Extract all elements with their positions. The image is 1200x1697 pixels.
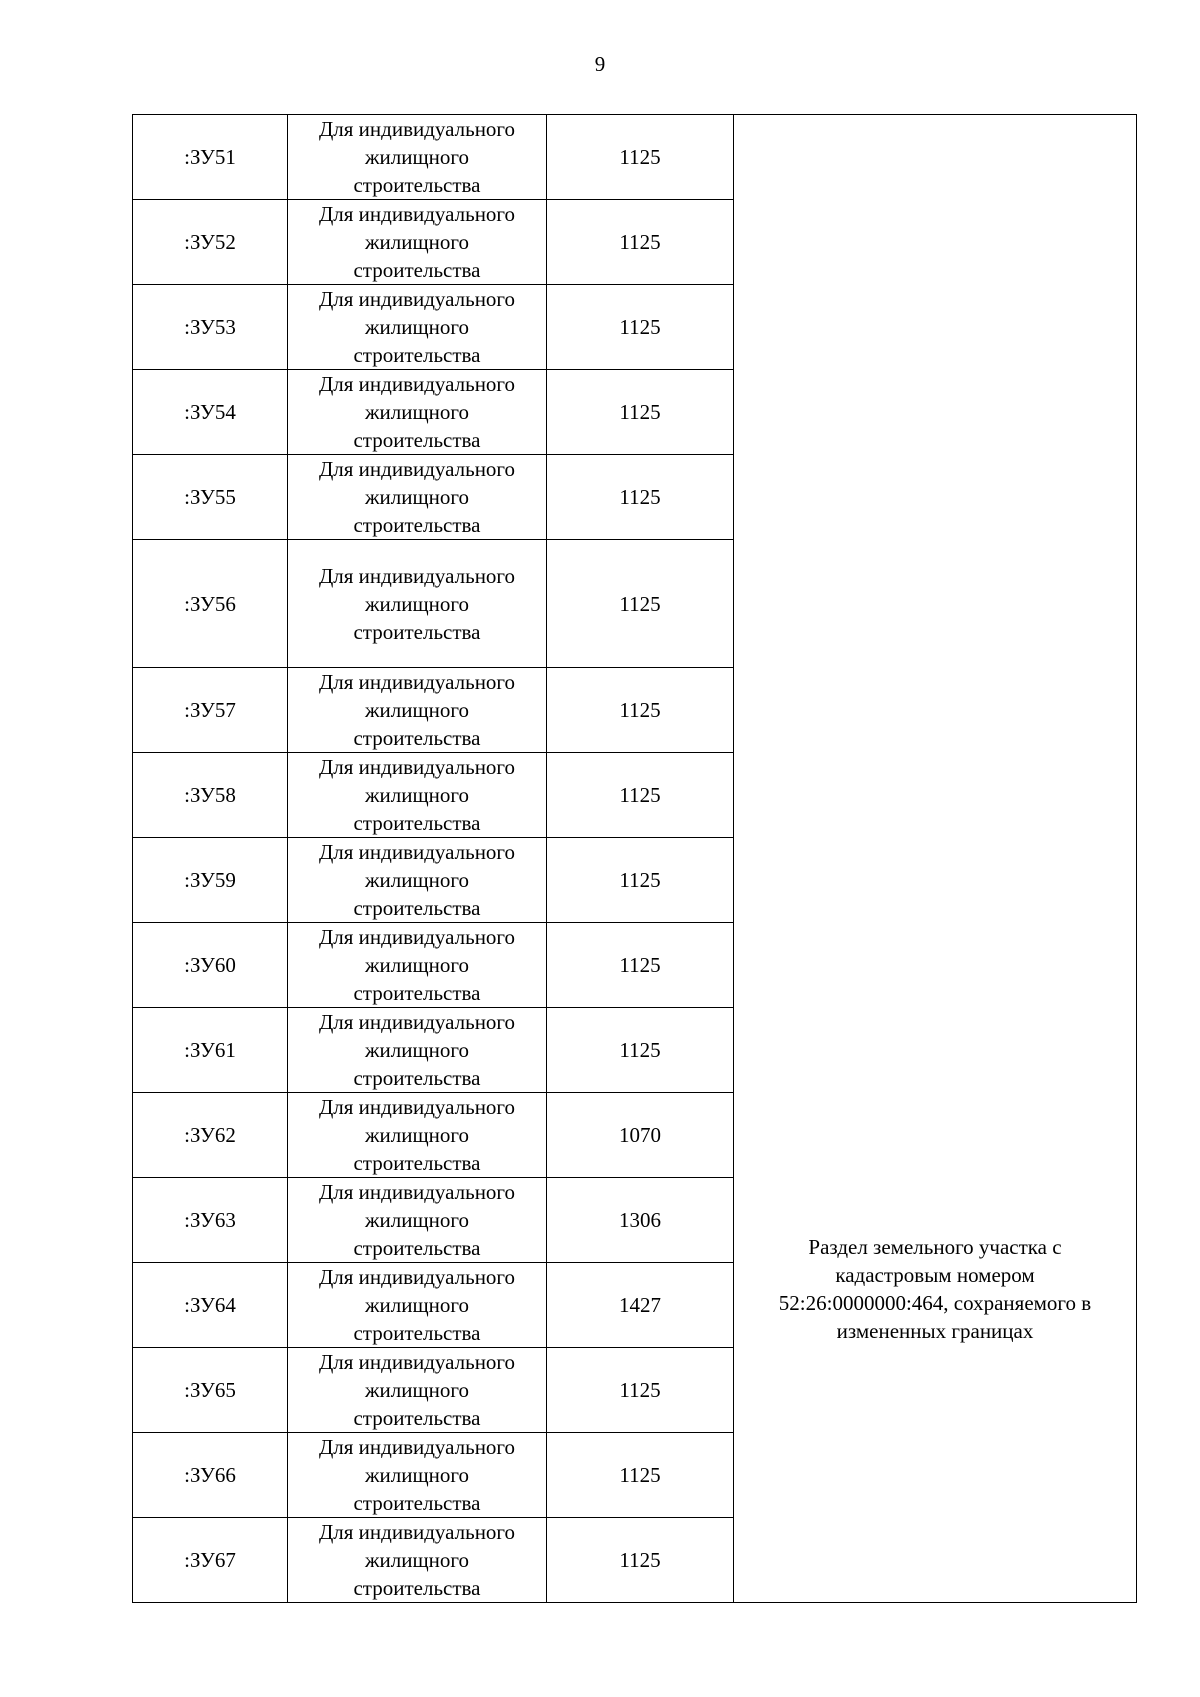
permitted-use-cell [288, 1518, 547, 1603]
permitted-use-line: жилищного [365, 1208, 469, 1232]
area-cell: 1125 [547, 1433, 734, 1518]
plot-id-cell: :ЗУ55 [133, 455, 288, 540]
area-cell: 1125 [547, 115, 734, 200]
area-cell: 1125 [547, 370, 734, 455]
permitted-use-line: Для индивидуального [318, 1435, 516, 1459]
table-body [133, 115, 1137, 1603]
area-cell: 1125 [547, 285, 734, 370]
formation-method-line: Раздел земельного участка с [808, 1234, 1062, 1259]
permitted-use-cell [288, 753, 547, 838]
plot-id-cell: :ЗУ52 [133, 200, 288, 285]
permitted-use-line: жилищного [365, 400, 469, 424]
permitted-use-line: Для индивидуального [318, 1350, 516, 1374]
plot-id-cell: :ЗУ65 [133, 1348, 288, 1433]
permitted-use-line: строительства [353, 726, 481, 750]
area-cell: 1125 [547, 540, 734, 668]
permitted-use-line: жилищного [365, 1378, 469, 1402]
permitted-use-line: Для индивидуального [318, 202, 516, 226]
area-cell: 1070 [547, 1093, 734, 1178]
permitted-use-line: Для индивидуального [318, 1010, 516, 1034]
permitted-use-cell [288, 455, 547, 540]
plot-id-cell: :ЗУ67 [133, 1518, 288, 1603]
permitted-use-line: жилищного [365, 698, 469, 722]
permitted-use-line: Для индивидуального [318, 1095, 516, 1119]
area-cell: 1125 [547, 753, 734, 838]
permitted-use-line: Для индивидуального [318, 840, 516, 864]
plot-id-cell: :ЗУ66 [133, 1433, 288, 1518]
permitted-use-line: Для индивидуального [318, 563, 516, 588]
permitted-use-cell [288, 115, 547, 200]
permitted-use-line: строительства [353, 1151, 481, 1175]
permitted-use-line: жилищного [365, 868, 469, 892]
permitted-use-line: Для индивидуального [318, 372, 516, 396]
permitted-use-line: строительства [353, 428, 481, 452]
formation-method-line: 52:26:0000000:464, сохраняемого в [778, 1290, 1092, 1315]
permitted-use-line: Для индивидуального [318, 925, 516, 949]
permitted-use-line: строительства [353, 258, 481, 282]
permitted-use-line: жилищного [365, 591, 469, 616]
permitted-use-line: строительства [353, 1066, 481, 1090]
permitted-use-line: строительства [353, 1236, 481, 1260]
permitted-use-cell [288, 838, 547, 923]
plot-id-cell: :ЗУ64 [133, 1263, 288, 1348]
permitted-use-line: строительства [353, 1406, 481, 1430]
permitted-use-line: жилищного [365, 315, 469, 339]
plot-id-cell: :ЗУ61 [133, 1008, 288, 1093]
permitted-use-cell [288, 540, 547, 668]
permitted-use-cell [288, 1008, 547, 1093]
permitted-use-line: Для индивидуального [318, 1520, 516, 1544]
plot-id-cell: :ЗУ56 [133, 540, 288, 668]
permitted-use-line: жилищного [365, 953, 469, 977]
permitted-use-line: жилищного [365, 1293, 469, 1317]
permitted-use-line: строительства [353, 1576, 481, 1600]
permitted-use-line: Для индивидуального [318, 755, 516, 779]
area-cell: 1125 [547, 668, 734, 753]
permitted-use-cell [288, 1263, 547, 1348]
area-cell: 1125 [547, 923, 734, 1008]
area-cell: 1125 [547, 1348, 734, 1433]
permitted-use-line: жилищного [365, 783, 469, 807]
permitted-use-line: жилищного [365, 230, 469, 254]
permitted-use-line: Для индивидуального [318, 1265, 516, 1289]
permitted-use-line: строительства [353, 173, 481, 197]
plot-id-cell: :ЗУ54 [133, 370, 288, 455]
area-cell: 1125 [547, 838, 734, 923]
formation-method-cell [734, 115, 1137, 1603]
formation-method-line: измененных границах [836, 1318, 1034, 1343]
permitted-use-line: Для индивидуального [318, 287, 516, 311]
plot-id-cell: :ЗУ57 [133, 668, 288, 753]
permitted-use-line: Для индивидуального [318, 117, 516, 141]
area-cell: 1125 [547, 1008, 734, 1093]
table-row [133, 115, 1137, 200]
permitted-use-cell [288, 285, 547, 370]
plot-id-cell: :ЗУ63 [133, 1178, 288, 1263]
permitted-use-line: жилищного [365, 1123, 469, 1147]
permitted-use-cell [288, 668, 547, 753]
page-number: 9 [594, 52, 606, 76]
plot-id-cell: :ЗУ60 [133, 923, 288, 1008]
plot-id-cell: :ЗУ59 [133, 838, 288, 923]
plot-id-cell: :ЗУ51 [133, 115, 288, 200]
plot-id-cell: :ЗУ62 [133, 1093, 288, 1178]
permitted-use-line: Для индивидуального [318, 457, 516, 481]
permitted-use-line: строительства [353, 619, 481, 644]
permitted-use-line: строительства [353, 1491, 481, 1515]
area-cell: 1125 [547, 1518, 734, 1603]
formation-method-text [738, 1233, 1132, 1345]
permitted-use-line: Для индивидуального [318, 670, 516, 694]
permitted-use-line: Для индивидуального [318, 1180, 516, 1204]
permitted-use-cell [288, 1348, 547, 1433]
permitted-use-line: жилищного [365, 1463, 469, 1487]
area-cell: 1125 [547, 455, 734, 540]
permitted-use-cell [288, 1178, 547, 1263]
permitted-use-line: жилищного [365, 1548, 469, 1572]
permitted-use-cell [288, 200, 547, 285]
area-cell: 1427 [547, 1263, 734, 1348]
permitted-use-line: жилищного [365, 1038, 469, 1062]
plot-id-cell: :ЗУ53 [133, 285, 288, 370]
permitted-use-line: жилищного [365, 485, 469, 509]
permitted-use-line: строительства [353, 513, 481, 537]
permitted-use-cell [288, 370, 547, 455]
land-plots-table [132, 114, 1137, 1603]
permitted-use-line: строительства [353, 981, 481, 1005]
permitted-use-line: строительства [353, 811, 481, 835]
permitted-use-cell [288, 1093, 547, 1178]
permitted-use-cell [288, 923, 547, 1008]
area-cell: 1125 [547, 200, 734, 285]
permitted-use-cell [288, 1433, 547, 1518]
permitted-use-line: жилищного [365, 145, 469, 169]
formation-method-line: кадастровым номером [835, 1262, 1035, 1287]
permitted-use-line: строительства [353, 896, 481, 920]
plot-id-cell: :ЗУ58 [133, 753, 288, 838]
permitted-use-line: строительства [353, 1321, 481, 1345]
area-cell: 1306 [547, 1178, 734, 1263]
permitted-use-line: строительства [353, 343, 481, 367]
